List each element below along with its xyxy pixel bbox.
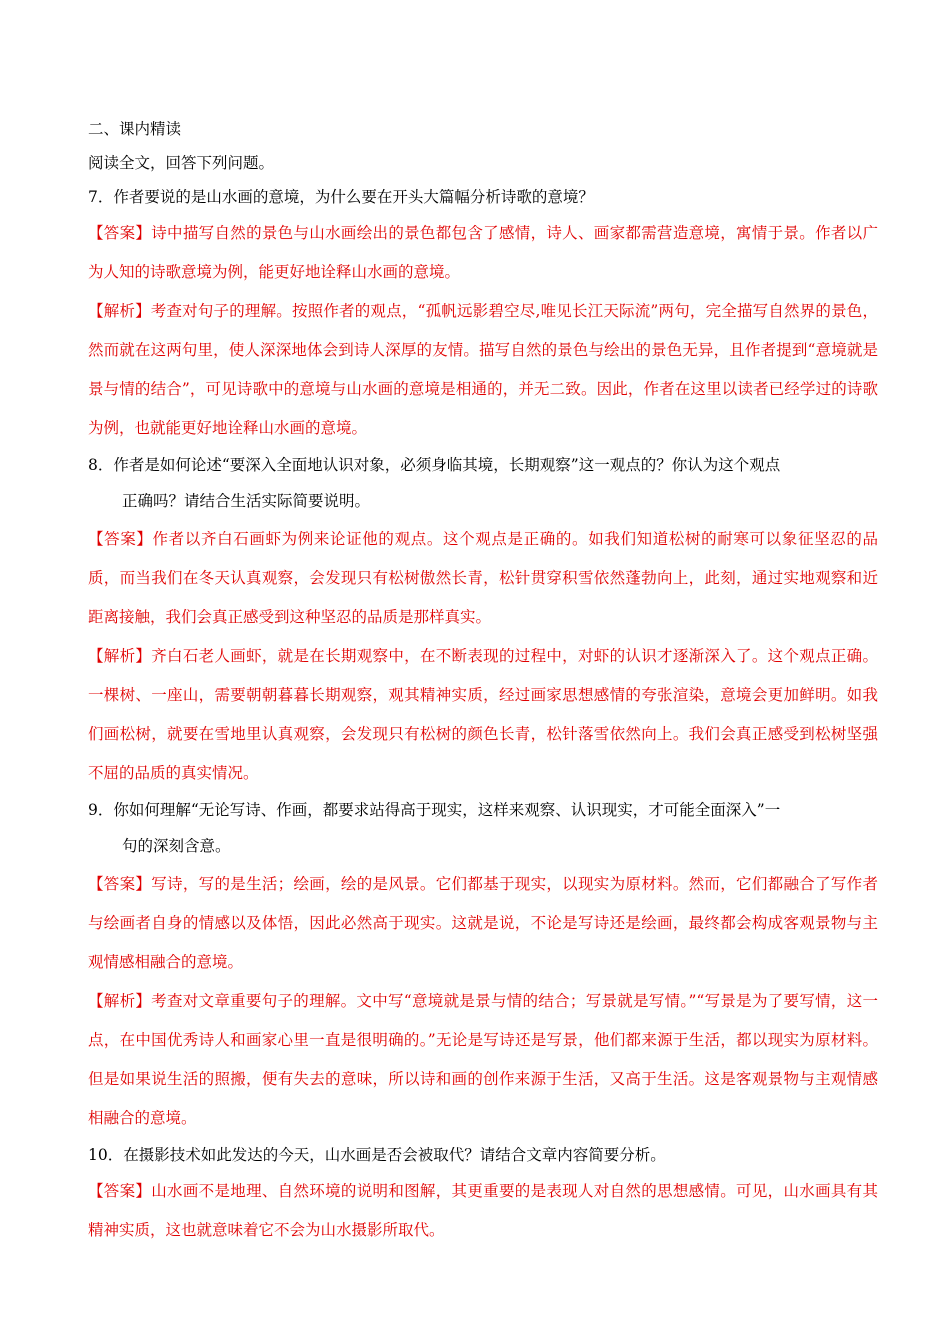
answer-text: 写诗，写的是生活；绘画，绘的是风景。它们都基于现实，以现实为原材料。然而，它们都融合了写作者与绘画者自身的情感以及体悟，因此必然高于现实。这就是说，不论是写诗还是绘画，最终都会构成客观景物与主观情感相融合的意境。 [88,875,878,971]
answer-text: 作者以齐白石画虾为例来论证他的观点。这个观点是正确的。如我们知道松树的耐寒可以象征坚忍的品质，而当我们在冬天认真观察，会发现只有松树傲然长青，松针贯穿积雪依然蓬勃向上，此刻，通过实地观察和近距离接触，我们会真正感受到这种坚忍的品质是那样真实。 [88,530,878,626]
question-number: 7． [88,188,114,206]
answer-10 [88,1172,878,1250]
analysis-tag: 【解析】 [88,302,151,320]
question-text-continued: 句的深刻含意。 [122,837,231,855]
question-text: 在摄影技术如此发达的今天，山水画是否会被取代？请结合文章内容简要分析。 [123,1146,666,1164]
answer-7 [88,214,878,292]
answer-tag: 【答案】 [88,530,153,548]
analysis-8 [88,637,878,793]
question-8 [88,448,878,520]
analysis-text: 考查对文章重要句子的理解。文中写“意境就是景与情的结合；写景就是写情。”“写景是为了要写情，这一点，在中国优秀诗人和画家心里一直是很明确的。”无论是写诗还是写景，他们都来源于生活，都以现实为原材料。但是如果说生活的照搬，便有失去的意味，所以诗和画的创作来源于生活，又高于生活。这是客观景物与主观情感相融合的意境。 [88,992,878,1127]
analysis-tag: 【解析】 [88,992,152,1010]
question-10 [88,1138,878,1172]
answer-tag: 【答案】 [88,1182,152,1200]
analysis-9 [88,982,878,1138]
instruction-text: 阅读全文，回答下列问题。 [88,154,275,172]
answer-tag: 【答案】 [88,875,152,893]
document-content [88,112,878,1250]
question-text-continued: 正确吗？请结合生活实际简要说明。 [122,492,371,510]
question-number: 10． [88,1146,124,1164]
question-7 [88,180,878,214]
section-title: 二、课内精读 [88,120,182,138]
answer-8 [88,520,878,637]
question-9 [88,793,878,865]
answer-text: 诗中描写自然的景色与山水画绘出的景色都包含了感情，诗人、画家都需营造意境，寓情于景。作者以广为人知的诗歌意境为例，能更好地诠释山水画的意境。 [88,224,878,281]
answer-text: 山水画不是地理、自然环境的说明和图解，其更重要的是表现人对自然的思想感情。可见，山水画具有其精神实质，这也就意味着它不会为山水摄影所取代。 [88,1182,878,1239]
analysis-text: 齐白石老人画虾，就是在长期观察中，在不断表现的过程中，对虾的认识才逐渐深入了。这个观点正确。一棵树、一座山，需要朝朝暮暮长期观察，观其精神实质，经过画家思想感情的夸张渲染，意境会更加鲜明。如我们画松树，就要在雪地里认真观察，会发现只有松树的颜色长青，松针落雪依然向上。我们会真正感受到松树坚强不屈的品质的真实情况。 [88,647,878,782]
answer-tag: 【答案】 [88,224,152,242]
analysis-text: 考查对句子的理解。按照作者的观点，“孤帆远影碧空尽,唯见长江天际流”两句，完全描写自然界的景色，然而就在这两句里，使人深深地体会到诗人深厚的友情。描写自然的景色与绘出的景色无异，且作者提到“意境就是景与情的结合”，可见诗歌中的意境与山水画的意境是相通的，并无二致。因此，作者在这里以读者已经学过的诗歌为例，也就能更好地诠释山水画的意境。 [88,302,878,437]
analysis-7 [88,292,878,448]
question-number: 8． [88,456,114,474]
analysis-tag: 【解析】 [88,647,152,665]
question-text: 作者要说的是山水画的意境，为什么要在开头大篇幅分析诗歌的意境？ [113,188,594,206]
question-number: 9． [88,801,114,819]
question-text: 你如何理解“无论写诗、作画，都要求站得高于现实，这样来观察、认识现实，才可能全面深入”一 [113,801,781,819]
answer-9 [88,865,878,982]
question-text: 作者是如何论述“要深入全面地认识对象，必须身临其境，长期观察”这一观点的？你认为这个观点 [113,456,781,474]
